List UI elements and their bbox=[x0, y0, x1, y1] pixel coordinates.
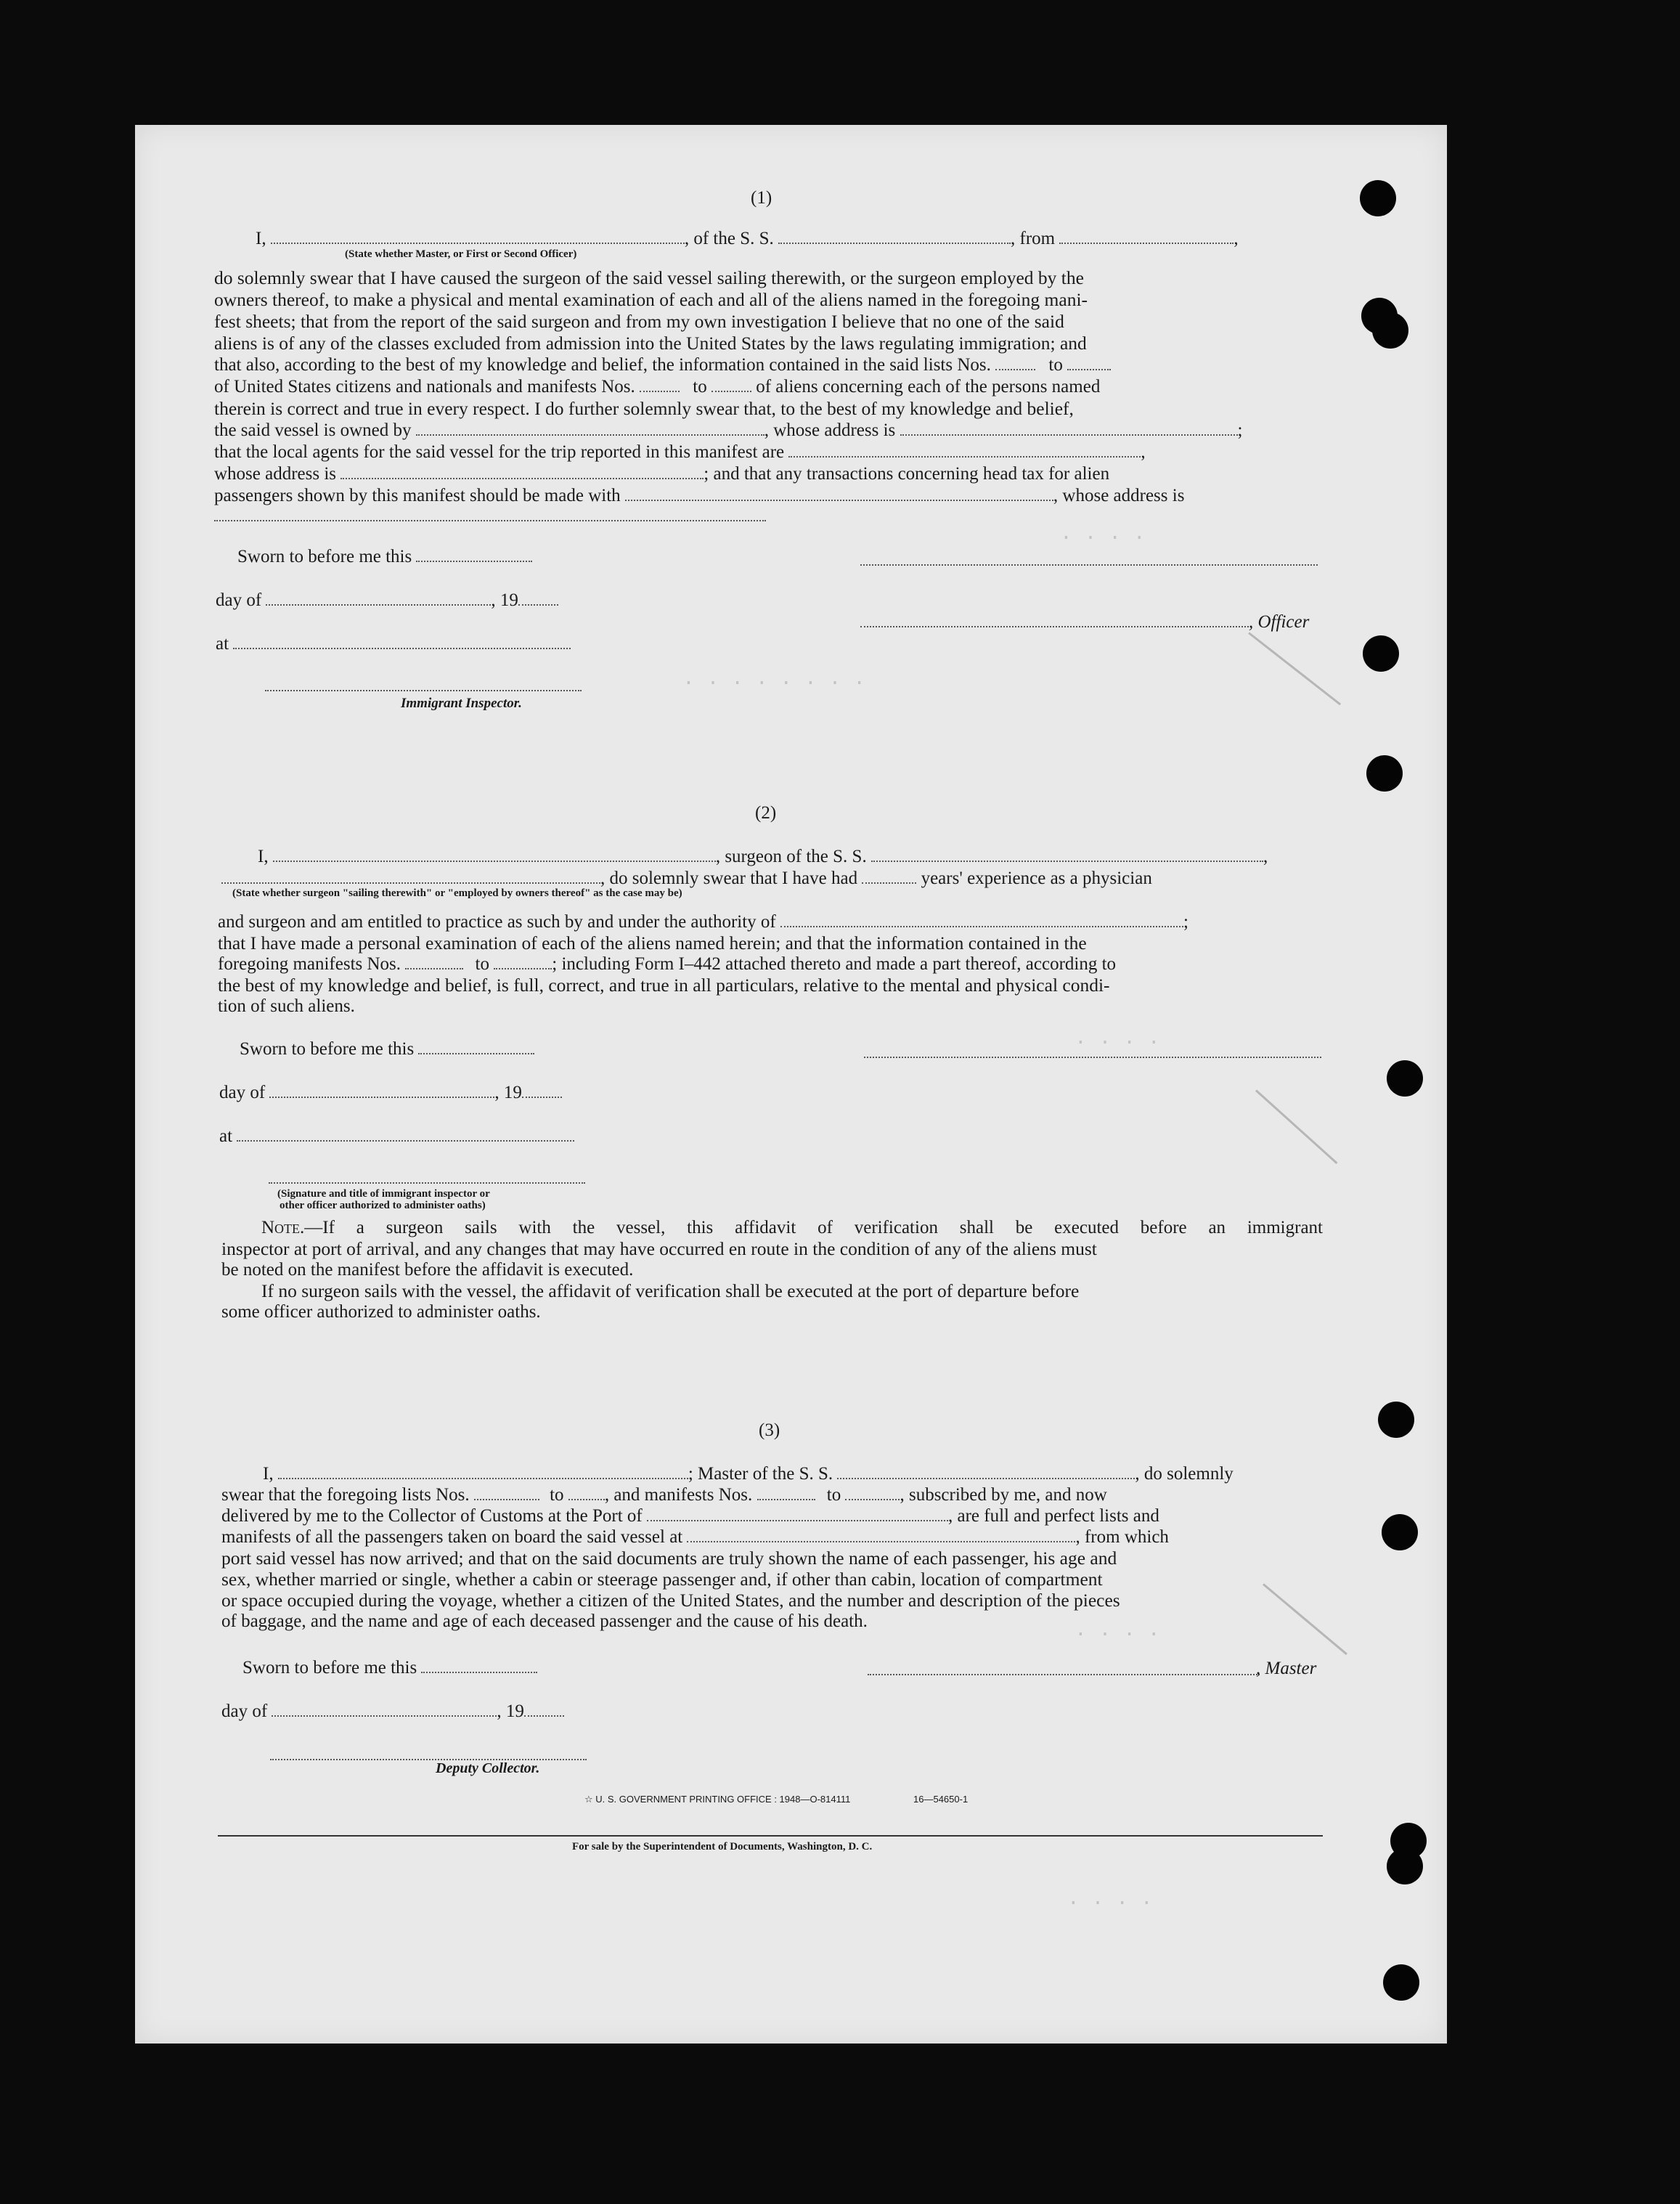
signature-note-1: (Signature and title of immigrant inspector or bbox=[277, 1188, 490, 1200]
i-label: I, bbox=[258, 847, 269, 866]
section3-day bbox=[221, 1701, 564, 1723]
para-text: delivered by me to the Collector of Customs at the Port of bbox=[221, 1506, 643, 1526]
master-signature-line[interactable] bbox=[868, 1674, 1260, 1675]
vessel-label: , of the S. S. bbox=[684, 229, 774, 248]
para-text: manifests of all the passengers taken on board the said vessel at bbox=[221, 1527, 683, 1547]
at-label: at bbox=[216, 634, 229, 654]
officer-note: (State whether Master, or First or Second Officer) bbox=[345, 248, 577, 260]
manifests-to-field[interactable] bbox=[845, 1484, 900, 1500]
para-text: passengers shown by this manifest should be made with bbox=[214, 486, 621, 505]
para-text: and surgeon and am entitled to practice as such by and under the authority of bbox=[218, 912, 776, 932]
section2-line1 bbox=[258, 846, 1268, 868]
collector-label: Deputy Collector. bbox=[436, 1760, 540, 1776]
para-text: , subscribed by me, and now bbox=[900, 1485, 1107, 1505]
bleed-through-mark: . . . . bbox=[1075, 1619, 1160, 1642]
at-place-field[interactable] bbox=[233, 633, 571, 649]
lists-to-field[interactable] bbox=[1067, 354, 1111, 370]
section1-para-9 bbox=[214, 442, 1146, 463]
section3-number: (3) bbox=[759, 1420, 780, 1440]
note-label: Note. bbox=[261, 1218, 305, 1237]
local-agents-field[interactable] bbox=[788, 442, 1141, 458]
punct: , bbox=[1263, 847, 1268, 866]
note-line-5: some officer authorized to administer oaths. bbox=[221, 1302, 541, 1322]
section2-line5 bbox=[218, 953, 1116, 975]
para-text: whose address is bbox=[214, 464, 337, 484]
surgeon-label: , surgeon of the S. S. bbox=[715, 847, 867, 866]
month-field[interactable] bbox=[272, 1701, 497, 1717]
port-field[interactable] bbox=[647, 1505, 948, 1521]
manifests-from-field[interactable] bbox=[757, 1484, 815, 1500]
para-text: , from which bbox=[1075, 1527, 1169, 1547]
surgeon-status-field[interactable] bbox=[221, 868, 600, 884]
sworn-label: Sworn to before me this bbox=[237, 547, 412, 566]
para-text: that the local agents for the said vessel for the trip reported in this manifest are bbox=[214, 442, 785, 462]
section1-para-1: do solemnly swear that I have caused the surgeon of the said vessel sailing therewith, or the surgeon employed by the bbox=[214, 267, 1084, 288]
officer-signature-line[interactable] bbox=[860, 564, 1318, 566]
inspector-label: Immigrant Inspector. bbox=[401, 696, 522, 711]
bleed-through-mark: . . . . bbox=[1075, 1028, 1160, 1050]
section1-number: (1) bbox=[751, 188, 772, 208]
section3-line1 bbox=[263, 1463, 1234, 1485]
owner-field[interactable] bbox=[416, 420, 764, 436]
officer-label: , Officer bbox=[1249, 612, 1310, 632]
day-of-label: day of bbox=[216, 590, 262, 610]
surgeon-signature-line[interactable] bbox=[864, 1057, 1321, 1058]
punch-hole bbox=[1378, 1402, 1414, 1438]
at-place-field[interactable] bbox=[237, 1126, 574, 1142]
punct: , bbox=[1234, 229, 1239, 248]
para-text: ; Master of the S. S. bbox=[688, 1464, 833, 1484]
year-label: , 19 bbox=[491, 590, 518, 610]
authority-field[interactable] bbox=[780, 911, 1183, 927]
para-text: , are full and perfect lists and bbox=[948, 1506, 1159, 1526]
vessel-name-field[interactable] bbox=[871, 846, 1263, 862]
note-line-2: inspector at port of arrival, and any changes that may have occurred en route in the condition of any of the aliens must bbox=[221, 1238, 1097, 1259]
para-text: that also, according to the best of my knowledge and belief, the information contained in the said lists Nos. bbox=[214, 355, 991, 375]
day-of-label: day of bbox=[219, 1083, 266, 1102]
manifests-from-field[interactable] bbox=[640, 376, 680, 392]
year-label: , 19 bbox=[494, 1083, 522, 1102]
section3-line6: sex, whether married or single, whether a cabin or steerage passenger and, if other than cabin, location of compartment bbox=[221, 1569, 1103, 1590]
surgeon-name-field[interactable] bbox=[273, 846, 716, 862]
sworn-label: Sworn to before me this bbox=[242, 1658, 417, 1678]
year-field[interactable] bbox=[518, 590, 558, 606]
inspector-signature-line[interactable] bbox=[265, 690, 582, 691]
bleed-through-mark: . . . . bbox=[1067, 1888, 1153, 1911]
lists-from-field[interactable] bbox=[995, 354, 1035, 370]
section2-sworn bbox=[240, 1038, 534, 1060]
section2-day bbox=[219, 1082, 562, 1104]
master-label: , Master bbox=[1256, 1659, 1317, 1678]
section1-para-11 bbox=[214, 485, 1184, 507]
para-text: , whose address is bbox=[764, 420, 896, 440]
head-tax-address-field[interactable] bbox=[214, 520, 766, 521]
to-label: to bbox=[826, 1485, 841, 1505]
note-text: —If a surgeon sails with the vessel, this affidavit of verification shall be executed before an immigrant bbox=[304, 1218, 1323, 1237]
manifest-to-field[interactable] bbox=[494, 953, 552, 969]
sworn-day-field[interactable] bbox=[421, 1657, 537, 1673]
section2-at bbox=[219, 1126, 574, 1147]
i-label: I, bbox=[256, 229, 266, 248]
lists-to-field[interactable] bbox=[568, 1484, 605, 1500]
section1-para-8 bbox=[214, 420, 1242, 442]
year-field[interactable] bbox=[522, 1082, 562, 1098]
manifest-from-field[interactable] bbox=[405, 953, 463, 969]
section3-line7: or space occupied during the voyage, whether a citizen of the United States, and the number and description of the pieces bbox=[221, 1590, 1120, 1611]
note-line-3: be noted on the manifest before the affidavit is executed. bbox=[221, 1260, 634, 1280]
punch-hole bbox=[1382, 1514, 1418, 1550]
surgeon-note: (State whether surgeon "sailing therewith" or "employed by owners thereof" as the case may be) bbox=[232, 887, 682, 899]
punct: ; bbox=[1237, 420, 1243, 440]
year-label: , 19 bbox=[497, 1701, 524, 1721]
para-text: of aliens concerning each of the persons named bbox=[756, 377, 1101, 397]
para-text: swear that the foregoing lists Nos. bbox=[221, 1485, 470, 1505]
section3-line5: port said vessel has now arrived; and that on the said documents are truly shown the name of each passenger, his age and bbox=[221, 1548, 1117, 1569]
sworn-day-field[interactable] bbox=[416, 546, 532, 562]
to-label: to bbox=[693, 377, 707, 397]
section2-line4: that I have made a personal examination of each of the aliens named herein; and that the information contained in the bbox=[218, 932, 1087, 953]
section3-line2 bbox=[221, 1484, 1107, 1506]
departure-port-field[interactable] bbox=[687, 1526, 1075, 1542]
master-name-field[interactable] bbox=[278, 1463, 688, 1479]
para-text: ; including Form I–442 attached thereto and made a part thereof, according to bbox=[552, 954, 1117, 974]
lists-from-field[interactable] bbox=[474, 1484, 539, 1500]
section3-sworn bbox=[242, 1657, 537, 1679]
para-text: foregoing manifests Nos. bbox=[218, 954, 401, 974]
for-sale-line: For sale by the Superintendent of Documents, Washington, D. C. bbox=[572, 1841, 873, 1853]
para-text: of United States citizens and nationals and manifests Nos. bbox=[214, 377, 635, 397]
sworn-day-field[interactable] bbox=[418, 1038, 534, 1054]
section3-line3 bbox=[221, 1505, 1159, 1527]
para-text: , whose address is bbox=[1053, 486, 1185, 505]
section1-para-4: aliens is of any of the classes excluded from admission into the United States by the laws regulating immigration; and bbox=[214, 333, 1087, 354]
section1-para-7: therein is correct and true in every respect. I do further solemnly swear that, to the best of my knowledge and belief, bbox=[214, 398, 1074, 419]
at-label: at bbox=[219, 1126, 233, 1146]
section2-line6: the best of my knowledge and belief, is full, correct, and true in all particulars, relative to the mental and physical condi- bbox=[218, 975, 1110, 996]
punch-hole bbox=[1363, 635, 1399, 672]
section3-line4 bbox=[221, 1526, 1169, 1548]
para-text: years' experience as a physician bbox=[921, 869, 1152, 888]
inspector-signature-line[interactable] bbox=[269, 1182, 585, 1184]
note-line-4: If no surgeon sails with the vessel, the affidavit of verification shall be executed at the port of departure before bbox=[261, 1280, 1080, 1301]
para-text: , do solemnly bbox=[1135, 1464, 1234, 1484]
from-port-field[interactable] bbox=[1059, 228, 1234, 244]
to-label: to bbox=[475, 954, 489, 974]
para-text: , and manifests Nos. bbox=[604, 1485, 753, 1505]
section1-para-3: fest sheets; that from the report of the said surgeon and from my own investigation I believe that no one of the said bbox=[214, 311, 1064, 332]
section1-sworn bbox=[237, 546, 532, 568]
month-field[interactable] bbox=[266, 590, 491, 606]
punch-hole bbox=[1360, 180, 1396, 216]
signature-note-2: other officer authorized to administer oaths) bbox=[280, 1200, 486, 1211]
punct: , bbox=[1141, 442, 1146, 462]
bleed-through-mark: . . . . bbox=[1060, 523, 1146, 545]
from-label: , from bbox=[1011, 229, 1056, 248]
footer-rule bbox=[218, 1835, 1323, 1837]
section2-line2 bbox=[221, 868, 1152, 890]
section1-at bbox=[216, 633, 571, 655]
i-label: I, bbox=[263, 1464, 274, 1484]
year-field[interactable] bbox=[524, 1701, 564, 1717]
officer-name-field[interactable] bbox=[271, 228, 685, 244]
section2-line3 bbox=[218, 911, 1188, 933]
punch-hole bbox=[1387, 1060, 1423, 1097]
vessel-name-field[interactable] bbox=[837, 1463, 1135, 1479]
printing-office-line: ☆ U. S. GOVERNMENT PRINTING OFFICE : 1948—O-814111 bbox=[584, 1794, 851, 1805]
day-of-label: day of bbox=[221, 1701, 268, 1721]
form-number: 16—54650-1 bbox=[913, 1794, 969, 1805]
section2-number: (2) bbox=[755, 803, 777, 823]
month-field[interactable] bbox=[269, 1082, 494, 1098]
section1-para-10 bbox=[214, 463, 1109, 485]
officer-title-line[interactable] bbox=[860, 626, 1249, 627]
punch-hole bbox=[1366, 755, 1403, 792]
agents-address-field[interactable] bbox=[341, 463, 704, 479]
section1-line1 bbox=[256, 228, 1239, 250]
years-field[interactable] bbox=[862, 868, 916, 884]
section1-para-5 bbox=[214, 354, 1111, 376]
to-label: to bbox=[550, 1485, 564, 1505]
sworn-label: Sworn to before me this bbox=[240, 1039, 415, 1059]
note-line-1 bbox=[261, 1217, 1323, 1239]
manifests-to-field[interactable] bbox=[711, 376, 751, 392]
section2-line7: tion of such aliens. bbox=[218, 996, 355, 1016]
bleed-through-mark: . . . . . . . . bbox=[682, 668, 866, 691]
head-tax-party-field[interactable] bbox=[625, 485, 1053, 501]
punch-hole bbox=[1372, 312, 1408, 349]
punch-hole bbox=[1387, 1848, 1423, 1884]
punch-hole bbox=[1383, 1964, 1419, 2001]
para-text: , do solemnly swear that I have had bbox=[600, 869, 858, 888]
punct: ; bbox=[1183, 912, 1188, 932]
para-text: the said vessel is owned by bbox=[214, 420, 412, 440]
section3-line8: of baggage, and the name and age of each deceased passenger and the cause of his death. bbox=[221, 1611, 868, 1631]
vessel-name-field[interactable] bbox=[778, 228, 1011, 244]
owner-address-field[interactable] bbox=[900, 420, 1238, 436]
to-label: to bbox=[1048, 355, 1063, 375]
section1-para-6 bbox=[214, 376, 1100, 398]
para-text: ; and that any transactions concerning head tax for alien bbox=[704, 464, 1110, 484]
section1-para-2: owners thereof, to make a physical and mental examination of each and all of the aliens named in the foregoing mani- bbox=[214, 289, 1088, 310]
section1-day bbox=[216, 590, 558, 611]
